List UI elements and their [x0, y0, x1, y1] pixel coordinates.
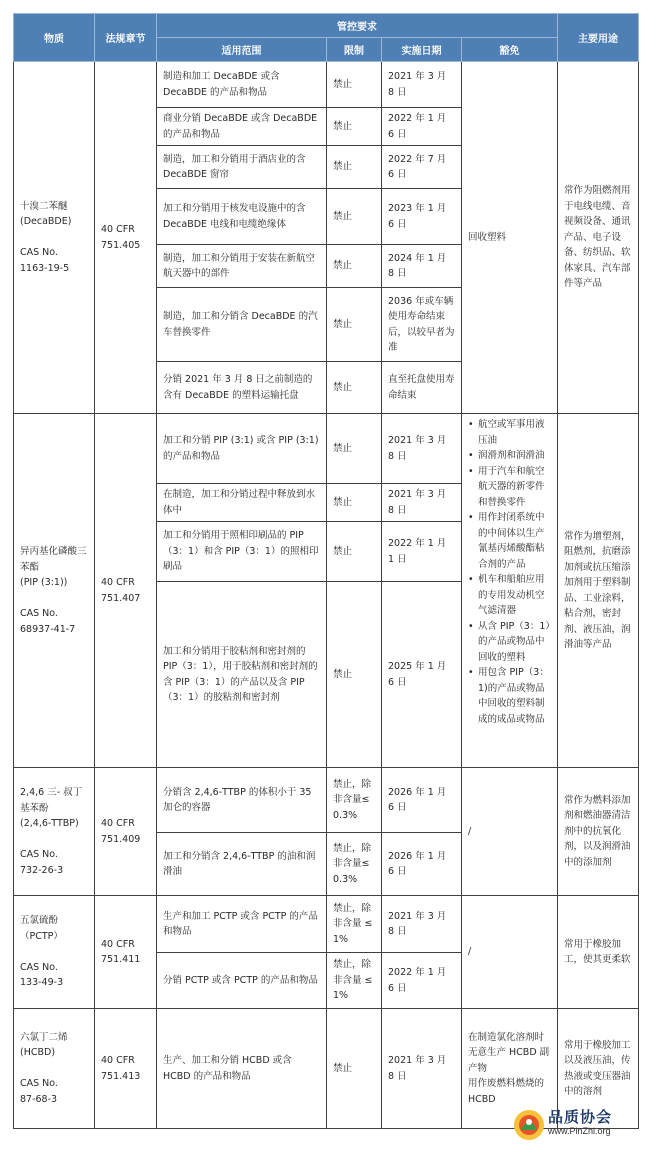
date-cell-text: 2036 年或车辆使用寿命结束后，以较早者为准	[388, 295, 455, 353]
date-cell	[382, 362, 462, 414]
restriction-cell-text: 禁止	[333, 1062, 353, 1074]
restriction-cell	[327, 288, 382, 362]
exemption-item: • 用作封闭系统中的中间体以生产氰基丙烯酸酯粘合剂的产品	[468, 510, 551, 572]
restriction-cell-text: 禁止	[333, 545, 353, 557]
exemption-cell-text: /	[468, 825, 472, 837]
scope-cell	[157, 288, 327, 362]
exemption-item: • 航空或军事用液压油	[468, 417, 551, 448]
scope-cell-text: 加工和分销用于核发电设施中的含 DecaBDE 电线和电缆绝缘体	[163, 203, 309, 230]
use-cell-text: 常用于橡胶加工以及液压油，传热液或变压器油中的溶剂	[564, 1039, 631, 1097]
substance-cell	[14, 414, 95, 768]
scope-cell-text: 在制造，加工和分销过程中释放到水体中	[163, 489, 316, 516]
date-cell	[382, 768, 462, 833]
table-row	[14, 896, 639, 953]
restriction-cell-text: 禁止	[333, 318, 353, 330]
restriction-cell-text: 禁止	[333, 78, 353, 90]
date-cell	[382, 288, 462, 362]
date-cell	[382, 62, 462, 108]
scope-cell-text: 加工和分销 PIP (3:1) 或含 PIP (3:1) 的产品和物品	[163, 435, 322, 462]
header-date: 实施日期	[382, 38, 462, 62]
date-cell	[382, 953, 462, 1009]
scope-cell-text: 生产、加工和分销 HCBD 或含 HCBD 的产品和物品	[163, 1055, 295, 1082]
use-cell-text: 常作为增塑剂，阻燃剂，抗磨添加剂或抗压缩添加剂用于塑料制品、工业涂料，粘合剂，密封剂、液压油，润滑油等产品	[564, 530, 631, 650]
restriction-cell	[327, 522, 382, 582]
scope-cell-text: 分销 PCTP 或含 PCTP 的产品和物品	[163, 974, 318, 986]
scope-cell	[157, 896, 327, 953]
exemption-item: • 润滑剂和润滑油	[468, 448, 551, 464]
date-cell	[382, 108, 462, 146]
scope-cell-text: 分销 2021 年 3 月 8 日之前制造的含有 DecaBDE 的塑料运输托盘	[163, 374, 313, 401]
regulation-table	[13, 13, 639, 1129]
restriction-cell	[327, 146, 382, 189]
scope-cell-text: 加工和分销用于照相印刷品的 PIP（3：1）和含 PIP（3：1）的照相印刷品	[163, 530, 319, 573]
substance-cell	[14, 62, 95, 414]
pinzhi-logo-icon	[512, 1108, 546, 1142]
scope-cell-text: 制造，加工和分销用于安装在新航空航天器中的部件	[163, 252, 316, 279]
restriction-cell	[327, 362, 382, 414]
restriction-cell-text: 禁止	[333, 260, 353, 272]
use-cell	[558, 62, 639, 414]
restriction-cell	[327, 833, 382, 896]
table-body	[14, 62, 639, 1129]
date-cell-text: 2025 年 1 月 6 日	[388, 661, 450, 688]
date-cell	[382, 484, 462, 522]
date-cell-text: 直至托盘使用寿命结束	[388, 374, 455, 401]
restriction-cell-text: 禁止，除非含量 ≤ 1%	[333, 902, 376, 945]
header-substance: 物质	[14, 14, 95, 62]
restriction-cell	[327, 484, 382, 522]
header-restriction: 限制	[327, 38, 382, 62]
restriction-cell-text: 禁止	[333, 442, 353, 454]
regulation-cell-text: 40 CFR 751.413	[101, 1055, 141, 1082]
restriction-cell	[327, 414, 382, 484]
date-cell	[382, 1009, 462, 1129]
exemption-cell-text: /	[468, 946, 472, 958]
table-row	[14, 414, 639, 484]
scope-cell	[157, 953, 327, 1009]
restriction-cell	[327, 582, 382, 768]
scope-cell	[157, 484, 327, 522]
exemption-item: • 用于汽车和航空航天器的新零件和替换零件	[468, 464, 551, 511]
use-cell	[558, 414, 639, 768]
use-cell	[558, 768, 639, 896]
restriction-cell	[327, 768, 382, 833]
restriction-cell	[327, 62, 382, 108]
scope-cell	[157, 362, 327, 414]
date-cell-text: 2022 年 1 月 6 日	[388, 113, 450, 140]
scope-cell-text: 分销含 2,4,6-TTBP 的体积小于 35 加仑的容器	[163, 786, 315, 813]
exemption-list	[468, 417, 551, 727]
restriction-cell-text: 禁止	[333, 210, 353, 222]
scope-cell	[157, 1009, 327, 1129]
header-scope: 适用范围	[157, 38, 327, 62]
regulation-cell	[95, 896, 157, 1009]
scope-cell	[157, 833, 327, 896]
use-cell	[558, 896, 639, 1009]
date-cell	[382, 522, 462, 582]
scope-cell	[157, 245, 327, 288]
table-row	[14, 768, 639, 833]
watermark	[512, 1106, 642, 1142]
scope-cell	[157, 146, 327, 189]
exemption-item: • 机车和船舶应用的专用发动机空气滤清器	[468, 572, 551, 619]
regulation-cell-text: 40 CFR 751.405	[101, 224, 141, 251]
date-cell-text: 2026 年 1 月 6 日	[388, 850, 450, 877]
scope-cell-text: 制造，加工和分销用于酒店业的含 DecaBDE 窗帘	[163, 153, 309, 180]
scope-cell	[157, 62, 327, 108]
date-cell-text: 2022 年 1 月 1 日	[388, 538, 450, 565]
regulation-cell-text: 40 CFR 751.409	[101, 818, 141, 845]
regulation-cell-text: 40 CFR 751.411	[101, 938, 141, 965]
date-cell-text: 2026 年 1 月 6 日	[388, 786, 450, 813]
exemption-cell	[462, 768, 558, 896]
restriction-cell-text: 禁止	[333, 161, 353, 173]
scope-cell	[157, 582, 327, 768]
exemption-cell-text: 回收塑料	[468, 231, 507, 243]
restriction-cell-text: 禁止，除非含量≤ 0.3%	[333, 842, 373, 885]
restriction-cell	[327, 953, 382, 1009]
date-cell-text: 2023 年 1 月 6 日	[388, 203, 450, 230]
substance-cell-text: 五氯硫酚 （PCTP） CAS No. 133-49-3	[20, 915, 64, 989]
use-cell-text: 常用于橡胶加工，使其更柔软	[564, 938, 631, 965]
watermark-url: www.PinZhi.org	[548, 1126, 611, 1136]
date-cell-text: 2021 年 3 月 8 日	[388, 489, 450, 516]
scope-cell-text: 加工和分销用于胶粘剂和密封剂的 PIP（3：1），用于胶粘剂和密封剂的含 PIP（3：1）的产品以及含 PIP（3：1）的胶粘剂和密封剂	[163, 645, 318, 703]
exemption-cell	[462, 62, 558, 414]
scope-cell	[157, 768, 327, 833]
scope-cell-text: 制造和加工 DecaBDE 或含 DecaBDE 的产品和物品	[163, 71, 283, 98]
scope-cell-text: 制造，加工和分销含 DecaBDE 的汽车替换零件	[163, 311, 318, 338]
restriction-cell	[327, 108, 382, 146]
header-control: 管控要求	[157, 14, 558, 38]
substance-cell	[14, 1009, 95, 1129]
substance-cell-text: 2,4,6 三- 叔丁基苯酚 (2,4,6-TTBP) CAS No. 732-26-3	[20, 787, 83, 876]
restriction-cell-text: 禁止	[333, 668, 353, 680]
regulation-cell	[95, 768, 157, 896]
header-regulation: 法规章节	[95, 14, 157, 62]
scope-cell	[157, 108, 327, 146]
date-cell	[382, 146, 462, 189]
scope-cell-text: 商业分销 DecaBDE 或含 DecaBDE 的产品和物品	[163, 113, 321, 140]
restriction-cell	[327, 1009, 382, 1129]
use-cell-text: 常作为燃料添加剂和燃油器清洁剂中的抗氧化剂，以及润滑油中的添加剂	[564, 794, 631, 868]
scope-cell	[157, 189, 327, 245]
substance-cell	[14, 768, 95, 896]
restriction-cell-text: 禁止，除非含量≤ 0.3%	[333, 778, 373, 821]
substance-cell-text: 六氯丁二烯 (HCBD) CAS No. 87-68-3	[20, 1031, 68, 1105]
substance-cell-text: 十溴二苯醚 (DecaBDE) CAS No. 1163-19-5	[20, 200, 72, 274]
scope-cell-text: 生产和加工 PCTP 或含 PCTP 的产品和物品	[163, 910, 318, 937]
exemption-item: • 用包含 PIP（3：1)的产品或物品中回收的塑料制成的成品或物品	[468, 665, 551, 727]
date-cell-text: 2021 年 3 月 8 日	[388, 1055, 450, 1082]
date-cell	[382, 896, 462, 953]
table-row	[14, 62, 639, 108]
scope-cell	[157, 522, 327, 582]
regulation-cell-text: 40 CFR 751.407	[101, 577, 141, 604]
date-cell-text: 2024 年 1 月 8 日	[388, 252, 450, 279]
date-cell-text: 2021 年 3 月 8 日	[388, 71, 450, 98]
exemption-cell	[462, 414, 558, 768]
scope-cell	[157, 414, 327, 484]
date-cell	[382, 245, 462, 288]
exemption-item: • 从含 PIP（3：1）的产品或物品中回收的塑料	[468, 619, 551, 666]
scope-cell-text: 加工和分销含 2,4,6-TTBP 的油和润滑油	[163, 850, 316, 877]
use-cell-text: 常作为阻燃剂用于电线电缆、音视频设备、通讯产品、电子设备、纺织品、软体家具、汽车部件等产品	[564, 185, 631, 290]
restriction-cell-text: 禁止，除非含量 ≤ 1%	[333, 959, 376, 1002]
watermark-name: 品质协会	[548, 1108, 613, 1126]
regulation-cell	[95, 62, 157, 414]
restriction-cell-text: 禁止	[333, 120, 353, 132]
date-cell-text: 2021 年 3 月 8 日	[388, 910, 450, 937]
date-cell	[382, 833, 462, 896]
date-cell	[382, 582, 462, 768]
date-cell	[382, 189, 462, 245]
substance-cell-text: 异丙基化磷酸三苯酯 (PIP (3:1)) CAS No. 68937-41-7	[20, 546, 87, 635]
restriction-cell	[327, 189, 382, 245]
date-cell	[382, 414, 462, 484]
restriction-cell	[327, 245, 382, 288]
header-use: 主要用途	[558, 14, 639, 62]
restriction-cell-text: 禁止	[333, 496, 353, 508]
restriction-cell-text: 禁止	[333, 381, 353, 393]
exemption-cell-text: 在制造氯化溶剂时无意生产 HCBD 副产物 用作废燃料燃烧的 HCBD	[468, 1031, 550, 1105]
date-cell-text: 2022 年 7 月 6 日	[388, 153, 450, 180]
regulation-cell	[95, 414, 157, 768]
header-exemption: 豁免	[462, 38, 558, 62]
exemption-cell	[462, 896, 558, 1009]
substance-cell	[14, 896, 95, 1009]
date-cell-text: 2022 年 1 月 6 日	[388, 967, 450, 994]
restriction-cell	[327, 896, 382, 953]
regulation-cell	[95, 1009, 157, 1129]
date-cell-text: 2021 年 3 月 8 日	[388, 435, 450, 462]
